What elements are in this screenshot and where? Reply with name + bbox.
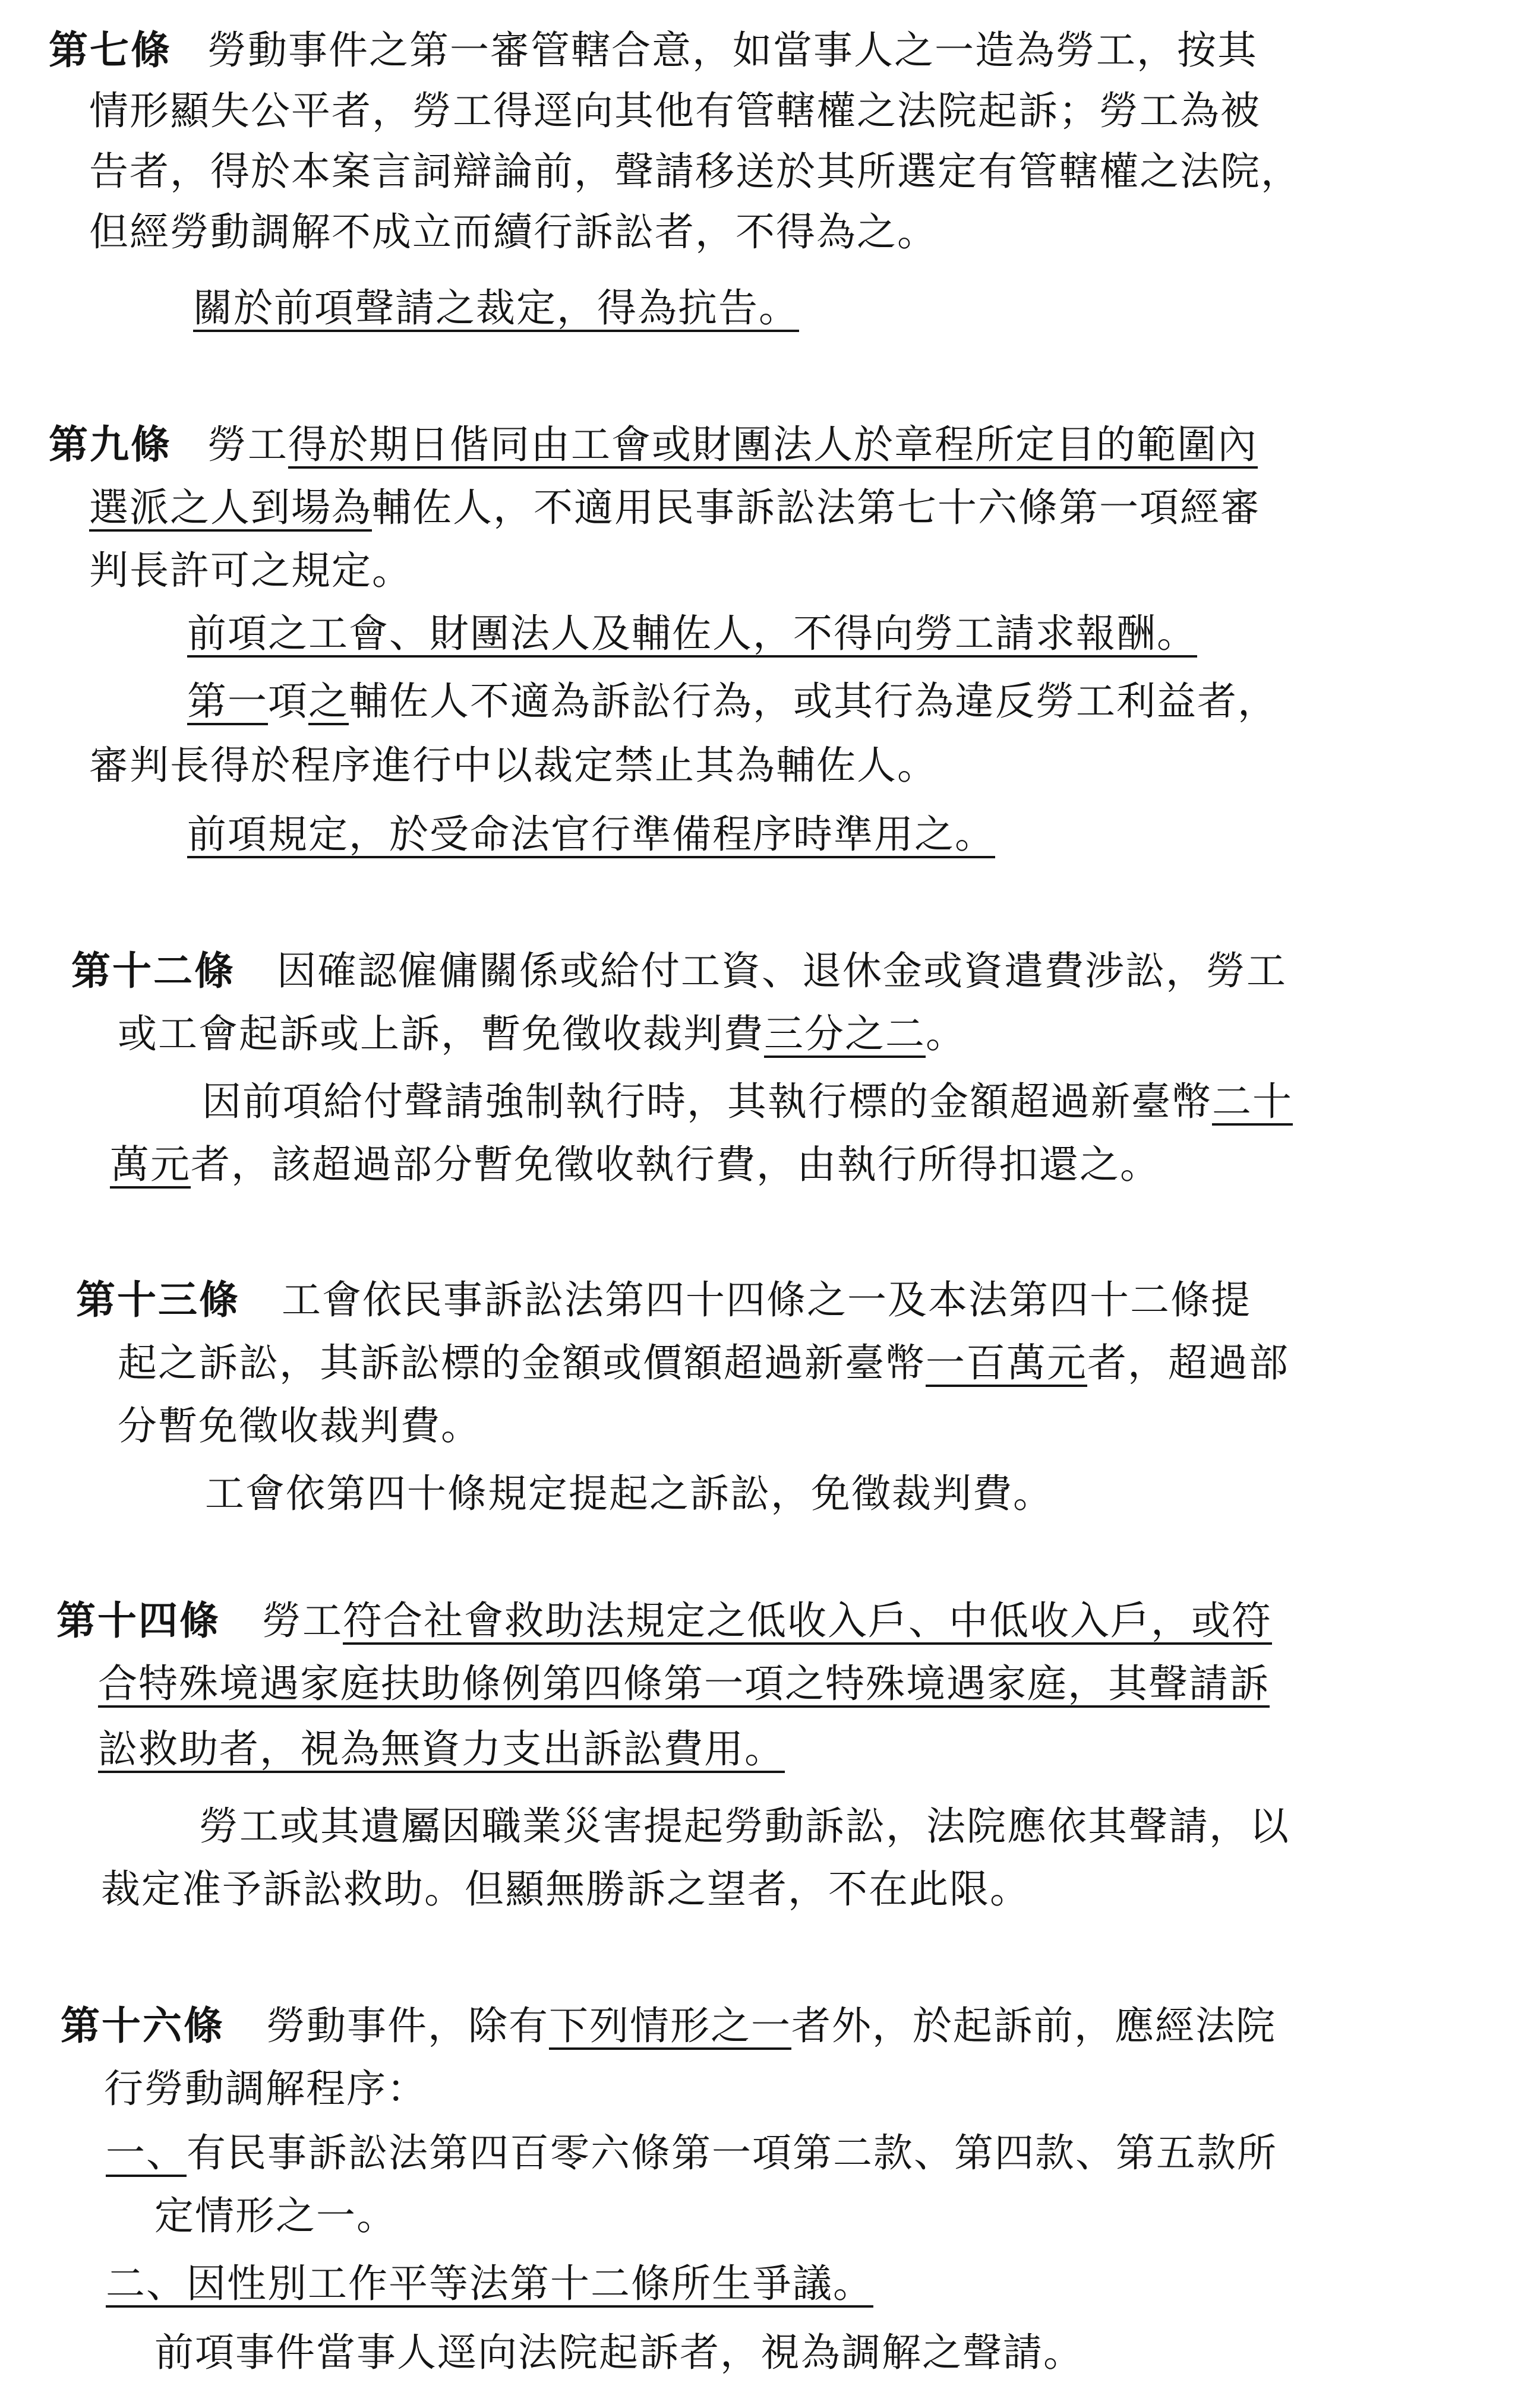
article-12-amended-text: 三分之二 [764, 1011, 926, 1057]
article-16-text: 者外，於起訴前，應經法院 [791, 2003, 1276, 2049]
article-13-text: 工會依第四十條規定提起之訴訟，免徵裁判費。 [205, 1471, 1053, 1516]
article-9-text: 判長許可之規定。 [89, 548, 412, 593]
article-16-text: 前項事件當事人逕向法院起訴者，視為調解之聲請。 [154, 2330, 1084, 2375]
article-12-line-1 [71, 944, 1287, 998]
article-9-amended-text: 第一 [187, 678, 268, 724]
article-9-amended-text: 之 [308, 678, 349, 724]
article-13-text: 者，超過部 [1087, 1340, 1289, 1386]
article-12-text: 。 [926, 1011, 966, 1057]
article-7-line-5 [193, 282, 799, 335]
article-14-text: 勞工或其遺屬因職業災害提起勞動訴訟，法院應依其聲請，以 [199, 1803, 1290, 1849]
article-14-amended-text: 訟救助者，視為無資力支出訴訟費用。 [98, 1726, 785, 1772]
article-16-line-6 [154, 2326, 1084, 2379]
article-7-line-3 [89, 145, 1301, 198]
article-14-line-1 [56, 1594, 1272, 1648]
article-13-number: 第十三條 [76, 1277, 240, 1323]
article-9-line-2 [89, 481, 1261, 535]
article-13-amended-text: 一百萬元 [926, 1340, 1087, 1386]
article-16-line-4 [154, 2189, 397, 2243]
article-9-amended-text: 得於期日偕同由工會或財團法人於章程所定目的範圍內 [288, 422, 1258, 467]
article-14-amended-text: 符合社會救助法規定之低收入戶、中低收入戶，或符 [343, 1598, 1272, 1644]
article-9-line-1 [49, 418, 1258, 472]
article-14-text: 勞工 [262, 1598, 343, 1644]
article-16-line-2 [104, 2062, 427, 2116]
article-7-amended-text: 關於前項聲請之裁定，得為抗告。 [193, 285, 799, 331]
article-16-line-1 [61, 1999, 1276, 2053]
article-16-amended-text: 下列情形之一 [549, 2003, 791, 2049]
article-7-text: 但經勞動調解不成立而續行訴訟者，不得為之。 [89, 209, 938, 255]
article-13-line-3 [118, 1399, 481, 1453]
article-13-text: 工會依民事訴訟法第四十四條之一及本法第四十二條提 [282, 1277, 1251, 1323]
article-16-amended-text: 一、 [106, 2130, 187, 2176]
article-16-text: 行勞動調解程序： [104, 2066, 427, 2112]
article-7-text: 情形顯失公平者，勞工得逕向其他有管轄權之法院起訴；勞工為被 [89, 88, 1261, 134]
article-7-line-4 [89, 206, 938, 259]
article-9-text: 輔佐人，不適用民事訴訟法第七十六條第一項經審 [372, 485, 1261, 530]
article-13-text: 起之訴訟，其訴訟標的金額或價額超過新臺幣 [118, 1340, 926, 1386]
article-7-text: 勞動事件之第一審管轄合意，如當事人之一造為勞工，按其 [207, 27, 1258, 73]
article-14-number: 第十四條 [56, 1598, 220, 1644]
article-13-text: 分暫免徵收裁判費。 [118, 1403, 481, 1449]
article-12-amended-text: 萬元 [110, 1142, 191, 1187]
article-13-line-2 [118, 1336, 1289, 1390]
article-13-line-4 [205, 1467, 1053, 1521]
article-13-line-1 [76, 1273, 1251, 1327]
article-9-line-3 [89, 544, 412, 598]
article-12-number: 第十二條 [71, 948, 235, 994]
article-9-line-4 [187, 607, 1197, 661]
article-7-number: 第七條 [49, 27, 172, 73]
article-12-line-3 [202, 1075, 1293, 1129]
article-16-amended-text: 二、因性別工作平等法第十二條所生爭議。 [106, 2261, 873, 2306]
article-7-line-2 [89, 84, 1261, 138]
article-9-line-7 [187, 808, 995, 861]
article-9-amended-text: 前項規定，於受命法官行準備程序時準用之。 [187, 811, 995, 857]
article-14-line-4 [199, 1800, 1290, 1853]
article-9-number: 第九條 [49, 422, 172, 467]
article-16-text: 有民事訴訟法第四百零六條第一項第二款、第四款、第五款所 [187, 2130, 1277, 2176]
article-9-text: 輔佐人不適為訴訟行為，或其行為違反勞工利益者， [349, 678, 1278, 724]
article-12-line-2 [118, 1007, 966, 1061]
article-16-text: 勞動事件，除有 [266, 2003, 549, 2049]
article-12-text: 者，該超過部分暫免徵收執行費，由執行所得扣還之。 [191, 1142, 1160, 1187]
article-9-line-6 [89, 739, 938, 792]
article-12-text: 因確認僱傭關係或給付工資、退休金或資遣費涉訟，勞工 [277, 948, 1287, 994]
article-16-number: 第十六條 [61, 2003, 225, 2049]
article-14-line-2 [98, 1657, 1270, 1711]
article-12-amended-text: 二十 [1212, 1079, 1293, 1124]
article-16-line-3 [106, 2126, 1277, 2180]
article-14-line-5 [101, 1863, 1030, 1916]
article-12-text: 因前項給付聲請強制執行時，其執行標的金額超過新臺幣 [202, 1079, 1212, 1124]
article-12-text: 或工會起訴或上訴，暫免徵收裁判費 [118, 1011, 764, 1057]
article-9-text: 項 [268, 678, 308, 724]
article-9-text: 勞工 [207, 422, 288, 467]
article-14-line-3 [98, 1723, 785, 1776]
article-14-amended-text: 合特殊境遇家庭扶助條例第四條第一項之特殊境遇家庭，其聲請訴 [98, 1661, 1270, 1707]
article-7-line-1 [49, 24, 1258, 77]
article-7-text: 告者，得於本案言詞辯論前，聲請移送於其所選定有管轄權之法院， [89, 148, 1301, 194]
article-9-line-5 [187, 675, 1278, 728]
article-9-text: 審判長得於程序進行中以裁定禁止其為輔佐人。 [89, 742, 938, 788]
article-9-amended-text: 選派之人到場為 [89, 485, 372, 530]
article-12-line-4 [110, 1138, 1160, 1192]
article-14-text: 裁定准予訴訟救助。但顯無勝訴之望者，不在此限。 [101, 1866, 1030, 1912]
article-9-amended-text: 前項之工會、財團法人及輔佐人，不得向勞工請求報酬。 [187, 611, 1197, 656]
article-16-text: 定情形之一。 [154, 2193, 397, 2239]
article-16-line-5 [106, 2257, 873, 2311]
